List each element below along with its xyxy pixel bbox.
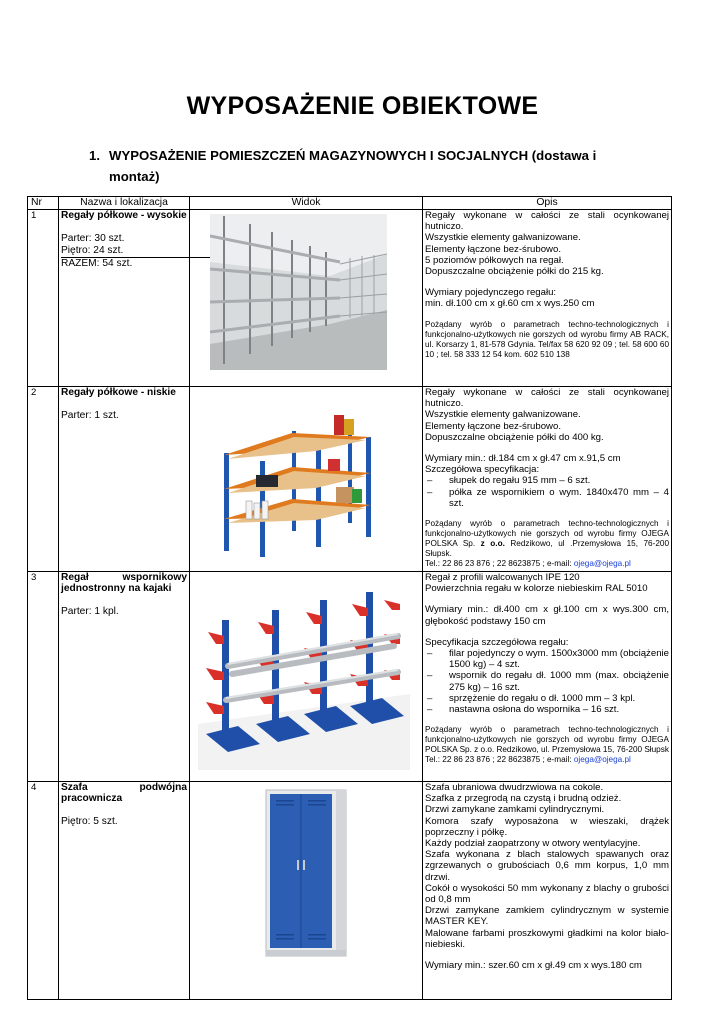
supplier-note: Pożądany wyrób o parametrach techno-technologicznych i funkcjonalno-użytkowych nie gorszych od wyrobu firmy AB RACK, ul. Korsarzy 1, 81-578 Gdynia. Tel/fax 58 620 92 09 ; tel. 58 600 60 10 ; tel. 58 333 12 54 kom. 602 510 138 — [425, 319, 669, 359]
contact-text: Tel.: 22 86 23 876 ; 22 8623875 ; e-mail: — [425, 755, 574, 765]
table-row — [28, 572, 672, 782]
page-title: WYPOSAŻENIE OBIEKTOWE — [186, 92, 539, 120]
row-number: 4 — [28, 782, 59, 1000]
desc-line: Dopuszczalne obciążenie półki do 215 kg. — [425, 266, 604, 278]
supplier-note-b: z o.o. — [480, 539, 505, 549]
desc-line: Każdy podział zaopatrzony w otwory wentylacyjne. — [425, 838, 641, 850]
row-view-cell — [190, 782, 423, 1000]
header-view: Widok — [190, 197, 423, 210]
item-name: Regały półkowe - niskie — [61, 387, 176, 398]
item-quantity — [61, 606, 187, 617]
spec-list — [425, 648, 669, 715]
header-name: Nazwa i lokalizacja — [59, 197, 190, 210]
spec-item: – słupek do regału 915 mm – 6 szt. — [425, 475, 669, 486]
dims: Wymiary min.: dł.400 cm x gł.100 cm x wys.300 cm, głębokość podstawy 150 cm — [425, 604, 669, 627]
desc-line: Drzwi zamykane zamkiem cylindrycznym w systemie MASTER KEY. — [425, 905, 669, 928]
desc-line: Regały wykonane w całości ze stali ocynkowanej hutniczo. — [425, 210, 669, 233]
item-name: Szafa podwójna pracownicza — [61, 782, 187, 805]
row-view-cell — [190, 210, 423, 387]
spec-item: – półka ze wspornikiem o wym. 1840x470 mm – 4 szt. — [425, 487, 669, 509]
contact-text: Tel.: 22 86 23 876 ; 22 8623875 ; e-mail: — [425, 559, 574, 569]
section-number: 1. — [89, 148, 100, 163]
desc-line: Powierzchnia regału w kolorze niebieskim RAL 5010 — [425, 583, 648, 595]
row-number: 1 — [28, 210, 59, 387]
row-desc-cell — [423, 387, 672, 572]
desc-line: 5 poziomów półkowych na regał. — [425, 254, 564, 266]
desc-line: Elementy łączone bez-śrubowo. — [425, 420, 561, 432]
low-shelving-photo — [216, 389, 380, 557]
table-row — [28, 782, 672, 1000]
desc-line: Wszystkie elementy galwanizowane. — [425, 409, 581, 421]
tall-shelving-rows-photo — [210, 214, 387, 370]
row-desc-cell — [423, 782, 672, 1000]
item-quantity — [61, 233, 187, 269]
row-view-cell — [190, 572, 423, 782]
spec-label: Szczegółowa specyfikacja: — [425, 464, 540, 476]
table-row — [28, 387, 672, 572]
desc-line: Drzwi zamykane zamkami cylindrycznymi. — [425, 804, 605, 816]
desc-line: Malowane farbami proszkowymi gładkimi na kolor biało-niebieski. — [425, 927, 669, 950]
supplier-note — [425, 519, 669, 559]
desc-line: Szafa ubraniowa dwudrzwiowa na cokole. — [425, 782, 604, 793]
section-heading — [89, 145, 649, 187]
header-desc: Opis — [423, 197, 672, 210]
email-link[interactable]: ojega@ojega.pl — [573, 559, 631, 569]
row-name-cell — [59, 572, 190, 782]
qty-line: Parter: 1 szt. — [61, 410, 119, 422]
desc-line: Regał z profili walcowanych IPE 120 — [425, 572, 580, 583]
desc-line: Komora szafy wyposażona w wieszaki, drążek poprzeczny i półkę. — [425, 815, 669, 838]
spec-item: – nastawna osłona do wspornika – 16 szt. — [425, 704, 669, 715]
supplier-note: Pożądany wyrób o parametrach techno-technologicznych i funkcjonalno-użytkowych nie gorszych od wyrobu firmy OJEGA POLSKA Sp. z o.o. Redzikowo, ul. Przemysłowa 15, 76-200 Słupsk — [425, 725, 669, 755]
row-number: 3 — [28, 572, 59, 782]
qty-total: RAZEM: 54 szt. — [61, 257, 211, 269]
equipment-table — [27, 196, 672, 1000]
dims-label: Wymiary pojedynczego regału: — [425, 287, 557, 299]
item-name: Regały półkowe - wysokie — [61, 210, 187, 221]
qty-line: Parter: 1 kpl. — [61, 606, 119, 618]
qty-line: Parter: 30 szt. — [61, 233, 125, 245]
row-name-cell — [59, 782, 190, 1000]
row-name-cell — [59, 210, 190, 387]
row-desc-cell — [423, 210, 672, 387]
double-locker-photo — [236, 786, 364, 964]
spec-item: – filar pojedynczy o wym. 1500x3000 mm (obciążenie 1500 kg) – 4 szt. — [425, 648, 669, 670]
row-number: 2 — [28, 387, 59, 572]
item-quantity — [61, 410, 187, 421]
header-nr: Nr — [28, 197, 59, 210]
email-link[interactable]: ojega@ojega.pl — [573, 755, 631, 765]
dims: Wymiary min.: dł.184 cm x gł.47 cm x.91,5 cm — [425, 453, 621, 465]
spec-item: – wspornik do regału dł. 1000 mm (max. obciążenie 275 kg) – 16 szt. — [425, 670, 669, 692]
desc-line: Dopuszczalne obciążenie półki do 400 kg. — [425, 431, 604, 443]
row-desc-cell — [423, 572, 672, 782]
dims: Wymiary min.: szer.60 cm x gł.49 cm x wys.180 cm — [425, 960, 642, 972]
desc-line: Szafa wykonana z blach stalowych spawanych oraz zgrzewanych o grubościach 0,6 mm korpus, 1,0 mm drzwi. — [425, 849, 669, 883]
spec-item: – sprzężenie do regału o dł. 1000 mm – 3 kpl. — [425, 693, 669, 704]
row-view-cell — [190, 387, 423, 572]
desc-line: Cokół o wysokości 50 mm wykonany z blachy o grubości od 0,8 mm — [425, 882, 669, 906]
spec-label: Specyfikacja szczegółowa regału: — [425, 636, 569, 648]
desc-line: Wszystkie elementy galwanizowane. — [425, 232, 581, 244]
contact-line — [425, 559, 669, 569]
item-quantity — [61, 816, 187, 827]
cantilever-rack-photo — [198, 574, 410, 770]
row-name-cell — [59, 387, 190, 572]
desc-line: Regały wykonane w całości ze stali ocynkowanej hutniczo. — [425, 387, 669, 410]
table-header-row — [28, 197, 672, 210]
contact-line — [425, 755, 669, 765]
desc-line: Elementy łączone bez-śrubowo. — [425, 243, 561, 255]
supplier-note-c: Redzikowo, ul .Przemysłowa 15, 76-200 Słupsk. — [425, 539, 669, 559]
spec-list — [425, 475, 669, 509]
qty-line: Piętro: 5 szt. — [61, 816, 118, 828]
dims: min. dł.100 cm x gł.60 cm x wys.250 cm — [425, 298, 595, 310]
qty-line: Piętro: 24 szt. — [61, 244, 124, 256]
desc-line: Szafka z przegrodą na czystą i brudną odzież. — [425, 793, 622, 805]
table-row — [28, 210, 672, 387]
item-name: Regał wspornikowy jednostronny na kajaki — [61, 572, 187, 595]
supplier-note-a: Pożądany wyrób o parametrach techno-technologicznych i funkcjonalno-użytkowych nie gorszych od wyrobu firmy OJEGA POLSKA Sp. — [425, 519, 669, 549]
section-title: WYPOSAŻENIE POMIESZCZEŃ MAGAZYNOWYCH I SOCJALNYCH (dostawa i montaż) — [109, 148, 597, 184]
